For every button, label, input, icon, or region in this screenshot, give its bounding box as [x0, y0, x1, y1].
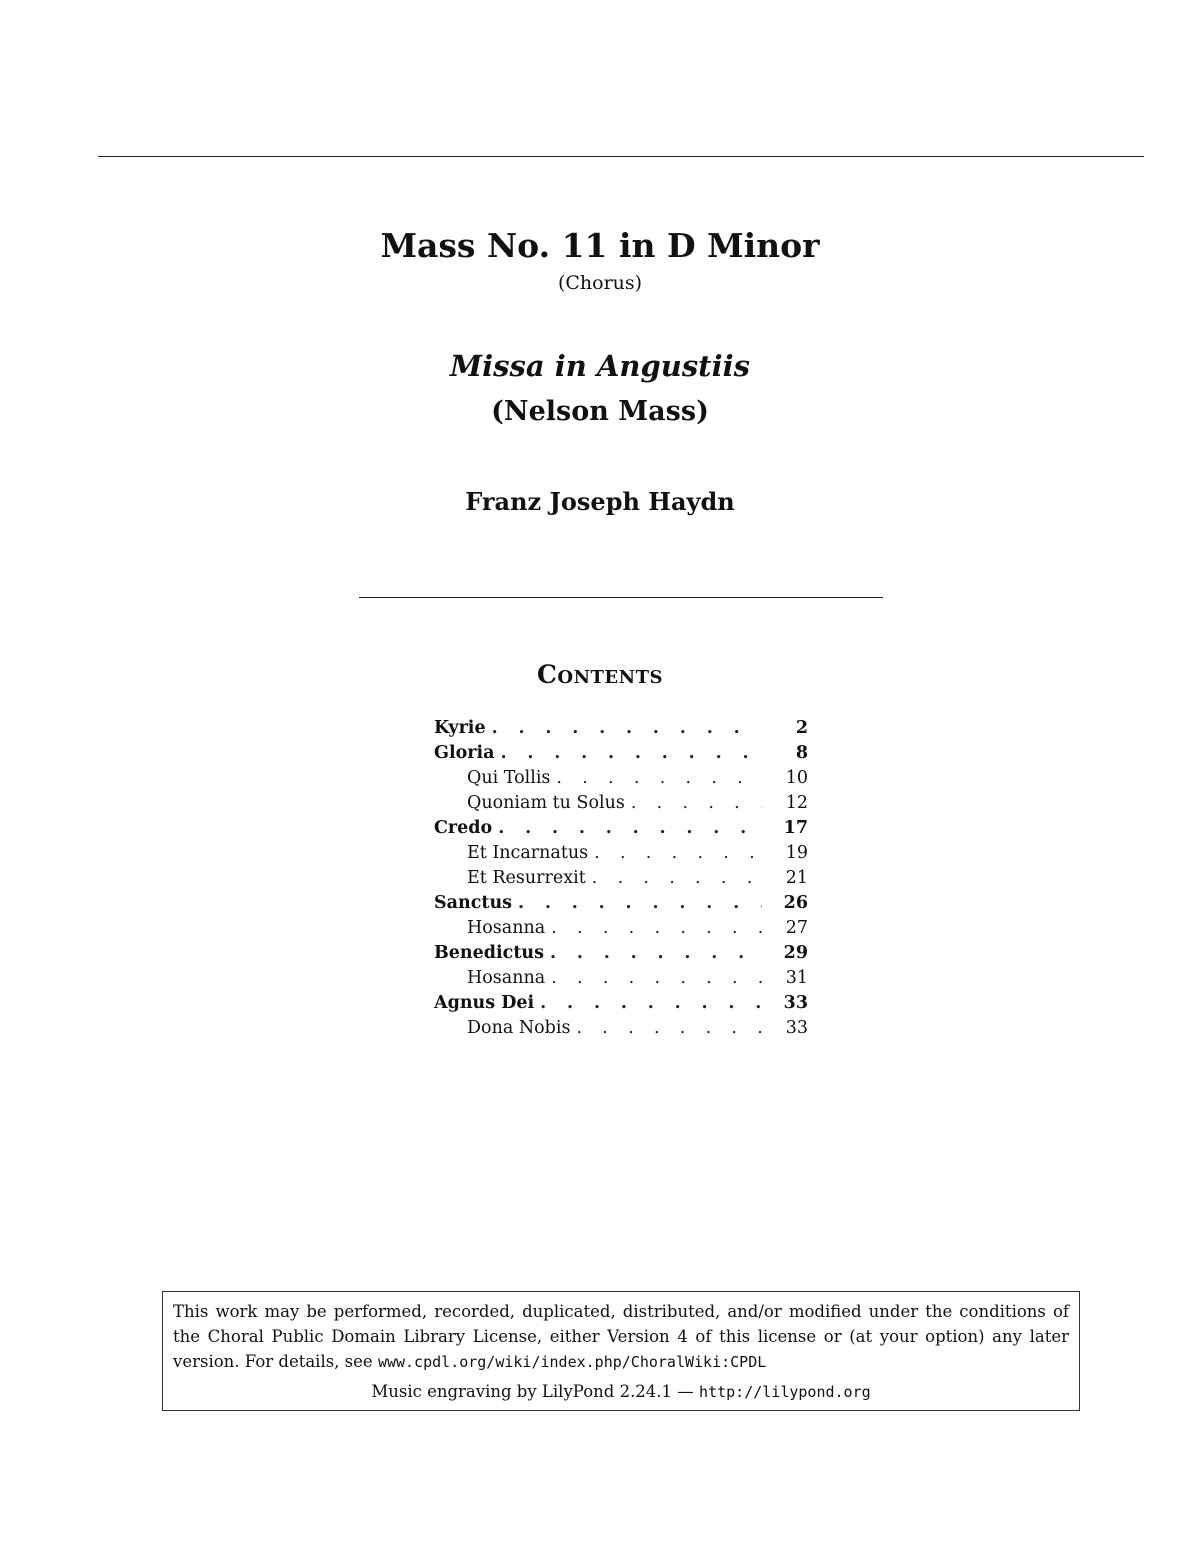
- contents-heading: Contents: [537, 660, 663, 689]
- toc-entry-page: 31: [785, 968, 808, 988]
- toc-entry-page: 19: [785, 843, 808, 863]
- toc-entry-page: 12: [785, 793, 808, 813]
- top-rule: [98, 156, 1144, 157]
- table-of-contents: [434, 718, 808, 1043]
- toc-leader-dots: [556, 768, 762, 788]
- toc-entry[interactable]: [434, 818, 808, 843]
- toc-entry[interactable]: [434, 1018, 808, 1043]
- toc-leader-dots: [518, 893, 762, 913]
- page-title: Mass No. 11 in D Minor: [380, 226, 820, 265]
- toc-entry-label: Et Resurrexit: [467, 868, 586, 888]
- composer: Franz Joseph Haydn: [465, 487, 735, 516]
- toc-entry-label: Dona Nobis: [467, 1018, 571, 1038]
- toc-leader-dots: [498, 818, 762, 838]
- toc-entry[interactable]: [434, 893, 808, 918]
- toc-leader-dots: [594, 843, 762, 863]
- toc-entry[interactable]: [434, 943, 808, 968]
- toc-entry-label: Agnus Dei: [434, 993, 535, 1013]
- toc-entry-page: 29: [783, 943, 808, 963]
- lilypond-link[interactable]: http://lilypond.org: [699, 1383, 871, 1401]
- license-statement: This work may be performed, recorded, duplicated, distributed, and/or modified under the conditions of the Choral Public Domain Library License, either Version 4 of this license or (at your option) any later version. For details, see: [173, 1302, 1069, 1371]
- toc-entry-label: Kyrie: [434, 718, 486, 738]
- section-rule: [359, 597, 883, 598]
- toc-entry-label: Credo: [434, 818, 493, 838]
- toc-entry[interactable]: [434, 718, 808, 743]
- toc-entry-label: Gloria: [434, 743, 495, 763]
- toc-entry-label: Quoniam tu Solus: [467, 793, 625, 813]
- toc-entry[interactable]: [434, 793, 808, 818]
- toc-entry-page: 10: [785, 768, 808, 788]
- toc-leader-dots: [592, 868, 762, 888]
- toc-entry-page: 26: [783, 893, 808, 913]
- toc-leader-dots: [550, 943, 762, 963]
- license-box: [162, 1291, 1080, 1411]
- toc-entry-label: Hosanna: [467, 968, 546, 988]
- toc-entry[interactable]: [434, 968, 808, 993]
- toc-entry-page: 27: [785, 918, 808, 938]
- toc-entry[interactable]: [434, 843, 808, 868]
- toc-entry[interactable]: [434, 918, 808, 943]
- toc-leader-dots: [551, 968, 762, 988]
- toc-entry[interactable]: [434, 768, 808, 793]
- toc-entry-page: 8: [795, 743, 808, 763]
- toc-entry[interactable]: [434, 993, 808, 1018]
- toc-leader-dots: [551, 918, 762, 938]
- nickname: (Nelson Mass): [491, 396, 709, 427]
- toc-entry-label: Et Incarnatus: [467, 843, 589, 863]
- toc-entry-page: 33: [783, 993, 808, 1013]
- toc-entry-page: 17: [783, 818, 808, 838]
- toc-leader-dots: [492, 718, 762, 738]
- toc-entry[interactable]: [434, 868, 808, 893]
- toc-entry-page: 33: [785, 1018, 808, 1038]
- toc-entry-label: Sanctus: [434, 893, 513, 913]
- latin-title: Missa in Angustiis: [450, 349, 750, 383]
- toc-entry-label: Qui Tollis: [467, 768, 551, 788]
- engraving-credit: [173, 1379, 1069, 1405]
- page-subtitle: (Chorus): [557, 272, 643, 294]
- toc-leader-dots: [631, 793, 762, 813]
- toc-entry-label: Benedictus: [434, 943, 544, 963]
- toc-entry[interactable]: [434, 743, 808, 768]
- toc-leader-dots: [500, 743, 762, 763]
- toc-leader-dots: [540, 993, 762, 1013]
- toc-leader-dots: [576, 1018, 762, 1038]
- toc-entry-page: 21: [785, 868, 808, 888]
- cpdl-license-link[interactable]: www.cpdl.org/wiki/index.php/ChoralWiki:CPDL: [377, 1353, 767, 1371]
- toc-entry-label: Hosanna: [467, 918, 546, 938]
- license-text: [173, 1299, 1069, 1375]
- engraving-credit-text: Music engraving by LilyPond 2.24.1 —: [371, 1382, 694, 1401]
- toc-entry-page: 2: [795, 718, 808, 738]
